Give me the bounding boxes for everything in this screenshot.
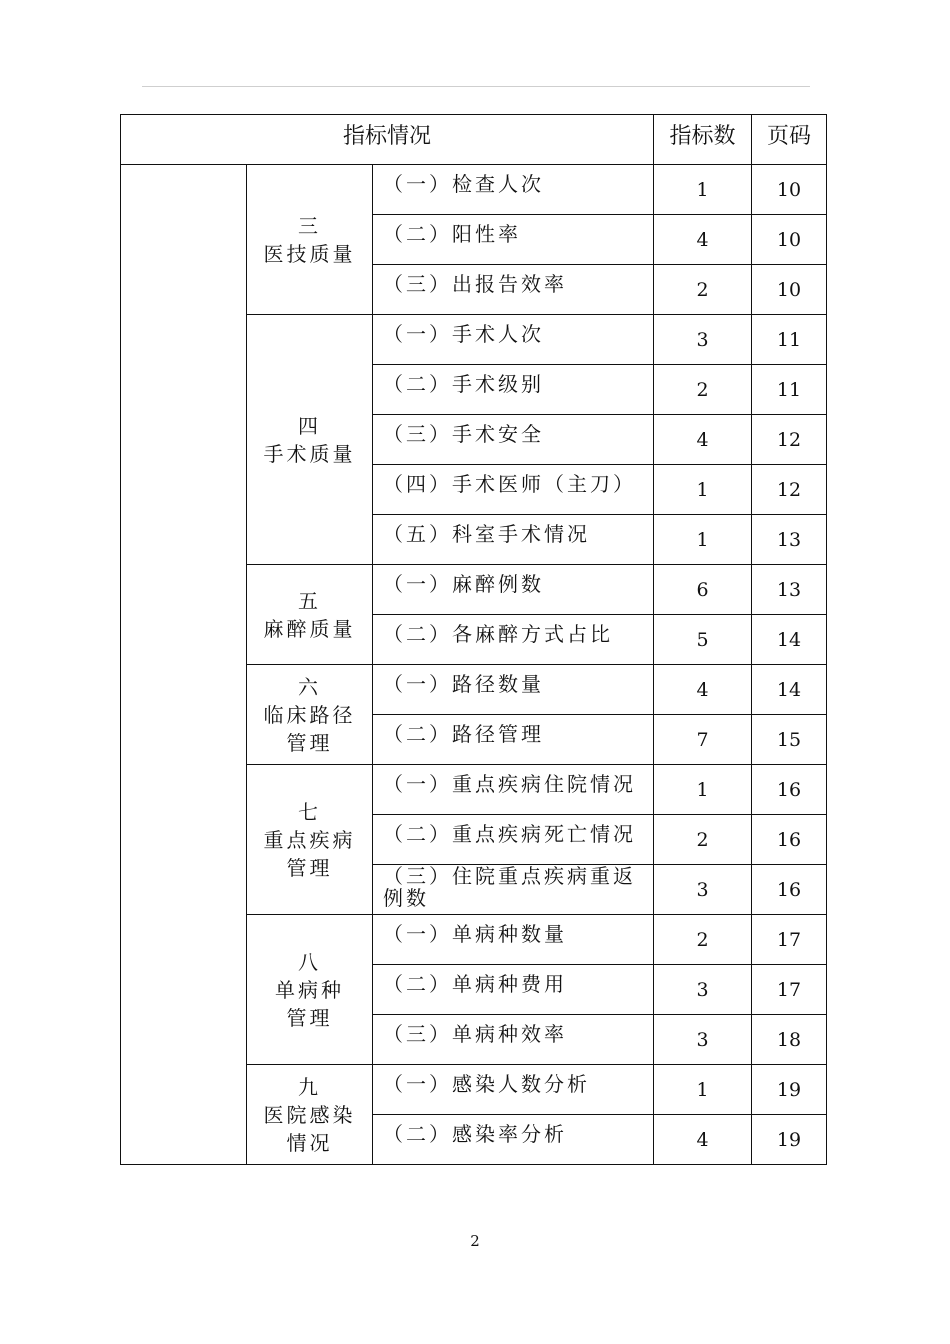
item-count: 2 (654, 265, 752, 315)
item-count: 4 (654, 1115, 752, 1165)
item-label: （一）感染人数分析 (373, 1065, 654, 1115)
page-number: 2 (470, 1232, 480, 1250)
category-number: 八 (298, 949, 321, 974)
item-label: （二）单病种费用 (373, 965, 654, 1015)
item-label: （三）手术安全 (373, 415, 654, 465)
item-label: （一）检查人次 (373, 165, 654, 215)
item-page: 16 (752, 815, 827, 865)
category-title: 管理 (286, 1005, 333, 1030)
item-label: （一）麻醉例数 (373, 565, 654, 615)
category-title: 手术质量 (263, 441, 356, 466)
item-count: 1 (654, 515, 752, 565)
item-count: 3 (654, 865, 752, 915)
category-number: 七 (298, 799, 321, 824)
item-label: （一）重点疾病住院情况 (373, 765, 654, 815)
item-page: 15 (752, 715, 827, 765)
item-label: （三）单病种效率 (373, 1015, 654, 1065)
category-cell (247, 665, 373, 765)
item-count: 3 (654, 315, 752, 365)
item-label: （三）住院重点疾病重返例数 (373, 865, 654, 915)
item-label: （五）科室手术情况 (373, 515, 654, 565)
category-title: 重点疾病 (263, 827, 356, 852)
table-row (121, 165, 827, 215)
item-label: （一）单病种数量 (373, 915, 654, 965)
header-row (121, 115, 827, 165)
item-label: （二）重点疾病死亡情况 (373, 815, 654, 865)
item-page: 13 (752, 515, 827, 565)
item-count: 3 (654, 965, 752, 1015)
item-label: （二）感染率分析 (373, 1115, 654, 1165)
item-label: （二）各麻醉方式占比 (373, 615, 654, 665)
category-title: 医院感染 (263, 1102, 356, 1127)
header-rule (142, 86, 810, 87)
item-count: 4 (654, 415, 752, 465)
item-count: 2 (654, 365, 752, 415)
category-title: 医技质量 (263, 241, 356, 266)
header-indicator: 指标情况 (121, 115, 654, 165)
category-number: 六 (298, 674, 321, 699)
item-count: 6 (654, 565, 752, 615)
item-count: 7 (654, 715, 752, 765)
category-cell (247, 315, 373, 565)
item-page: 19 (752, 1065, 827, 1115)
item-label: （二）路径管理 (373, 715, 654, 765)
category-title: 情况 (286, 1130, 333, 1155)
item-count: 4 (654, 215, 752, 265)
item-page: 11 (752, 365, 827, 415)
item-page: 10 (752, 165, 827, 215)
category-cell (247, 565, 373, 665)
item-page: 16 (752, 865, 827, 915)
item-page: 19 (752, 1115, 827, 1165)
item-label: （二）手术级别 (373, 365, 654, 415)
category-cell (247, 165, 373, 315)
header-count: 指标数 (654, 115, 752, 165)
category-cell (247, 1065, 373, 1165)
item-label: （一）路径数量 (373, 665, 654, 715)
item-count: 4 (654, 665, 752, 715)
item-count: 1 (654, 465, 752, 515)
item-page: 17 (752, 965, 827, 1015)
blank-first-column (121, 165, 247, 1165)
item-page: 12 (752, 415, 827, 465)
item-count: 1 (654, 1065, 752, 1115)
item-page: 17 (752, 915, 827, 965)
item-page: 10 (752, 215, 827, 265)
item-count: 1 (654, 165, 752, 215)
item-page: 14 (752, 615, 827, 665)
header-page: 页码 (752, 115, 827, 165)
table-body (121, 165, 827, 1165)
item-count: 1 (654, 765, 752, 815)
category-title: 临床路径 (263, 702, 356, 727)
item-label: （一）手术人次 (373, 315, 654, 365)
item-page: 10 (752, 265, 827, 315)
item-count: 2 (654, 915, 752, 965)
item-page: 11 (752, 315, 827, 365)
category-number: 三 (298, 213, 321, 238)
item-count: 2 (654, 815, 752, 865)
item-label: （四）手术医师（主刀） (373, 465, 654, 515)
index-table (120, 114, 827, 1165)
item-count: 5 (654, 615, 752, 665)
item-page: 16 (752, 765, 827, 815)
item-label: （三）出报告效率 (373, 265, 654, 315)
category-title: 管理 (286, 730, 333, 755)
item-page: 13 (752, 565, 827, 615)
item-page: 18 (752, 1015, 827, 1065)
category-number: 四 (298, 413, 321, 438)
category-title: 麻醉质量 (263, 616, 356, 641)
item-label: （二）阳性率 (373, 215, 654, 265)
item-count: 3 (654, 1015, 752, 1065)
item-page: 12 (752, 465, 827, 515)
category-number: 五 (298, 588, 321, 613)
category-title: 单病种 (275, 977, 344, 1002)
category-cell (247, 915, 373, 1065)
category-cell (247, 765, 373, 915)
category-number: 九 (298, 1074, 321, 1099)
item-page: 14 (752, 665, 827, 715)
category-title: 管理 (286, 855, 333, 880)
